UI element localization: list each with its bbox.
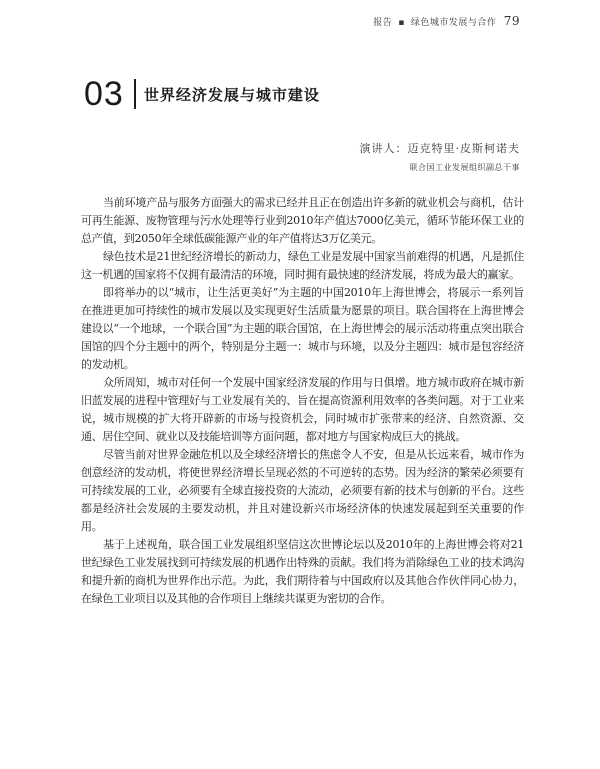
- paragraph: 尽管当前对世界金融危机以及全球经济增长的焦虑令人不安，但是从长远来看，城市作为创意经济的发动机，将使世界经济增长呈现必然的不可逆转的态势。因为经济的繁荣必须要有可持续发展的工业，必须要有全球直接投资的大流动，必须要有新的技术与创新的平台。这些都是经济社会发展的主要发动机，并且对建设新兴市场经济体的快速发展起到至关重要的作用。: [81, 448, 524, 533]
- chapter-divider: [134, 79, 136, 109]
- header-subject: 绿色城市发展与合作: [410, 18, 497, 28]
- header-section: 报告: [373, 18, 393, 28]
- running-header: [373, 14, 520, 28]
- paragraph: 绿色技术是21世纪经济增长的新动力，绿色工业是发展中国家当前难得的机遇，凡是抓住这一机遇的国家将不仅拥有最清洁的环境，同时拥有最快速的经济发展，将成为最大的赢家。: [81, 250, 524, 281]
- paragraph: 当前环境产品与服务方面强大的需求已经并且正在创造出许多新的就业机会与商机，估计可再生能源、废物管理与污水处理等行业到2010年产值达7000亿美元，循环节能环保工业的总产值，到2050年全球低碳能源产业的年产值将达3万亿美元。: [81, 196, 524, 245]
- paragraph: 众所周知，城市对任何一个发展中国家经济发展的作用与日俱增。地方城市政府在城市新旧蓝发展的进程中管理好与工业发展有关的、旨在提高资源利用效率的各类问题。对于工业来说，城市规模的扩大将开辟新的市场与投资机会，同时城市扩张带来的经济、自然资源、交通、居住空间、就业以及技能培训等方面问题，都对地方与国家构成巨大的挑战。: [81, 376, 524, 443]
- speaker-title: 联合国工业发展组织副总干事: [409, 163, 520, 172]
- header-separator: ▪: [398, 18, 405, 28]
- body-text: [81, 194, 524, 608]
- paragraph: 基于上述视角，联合国工业发展组织坚信这次世博论坛以及2010年的上海世博会将对21世纪绿色工业发展找到可持续发展的机遇作出特殊的贡献。我们将为消除绿色工业的技术鸿沟和提升新的商机为世界作出示范。为此，我们期待着与中国政府以及其他合作伙伴同心协力，在绿色工业项目以及其他的合作项目上继续共谋更为密切的合作。: [81, 538, 524, 605]
- paragraph: 即将举办的以“城市，让生活更美好”为主题的中国2010年上海世博会，将展示一系列旨在推进更加可持续性的城市发展以及实现更好生活质量为愿景的项目。联合国将在上海世博会建设以“一个地球，一个联合国”为主题的联合国馆，在上海世博会的展示活动将重点突出联合国馆的四个分主题中的两个，特别是分主题一：城市与环境，以及分主题四：城市是包容经济的发动机。: [81, 286, 524, 371]
- chapter-title: 世界经济发展与城市建设: [143, 85, 320, 104]
- speaker-line: 演讲人：迈克特里·皮斯柯诺夫: [359, 142, 520, 155]
- page-number: 79: [503, 14, 520, 28]
- chapter-heading: [84, 76, 320, 112]
- chapter-number: 03: [84, 75, 124, 113]
